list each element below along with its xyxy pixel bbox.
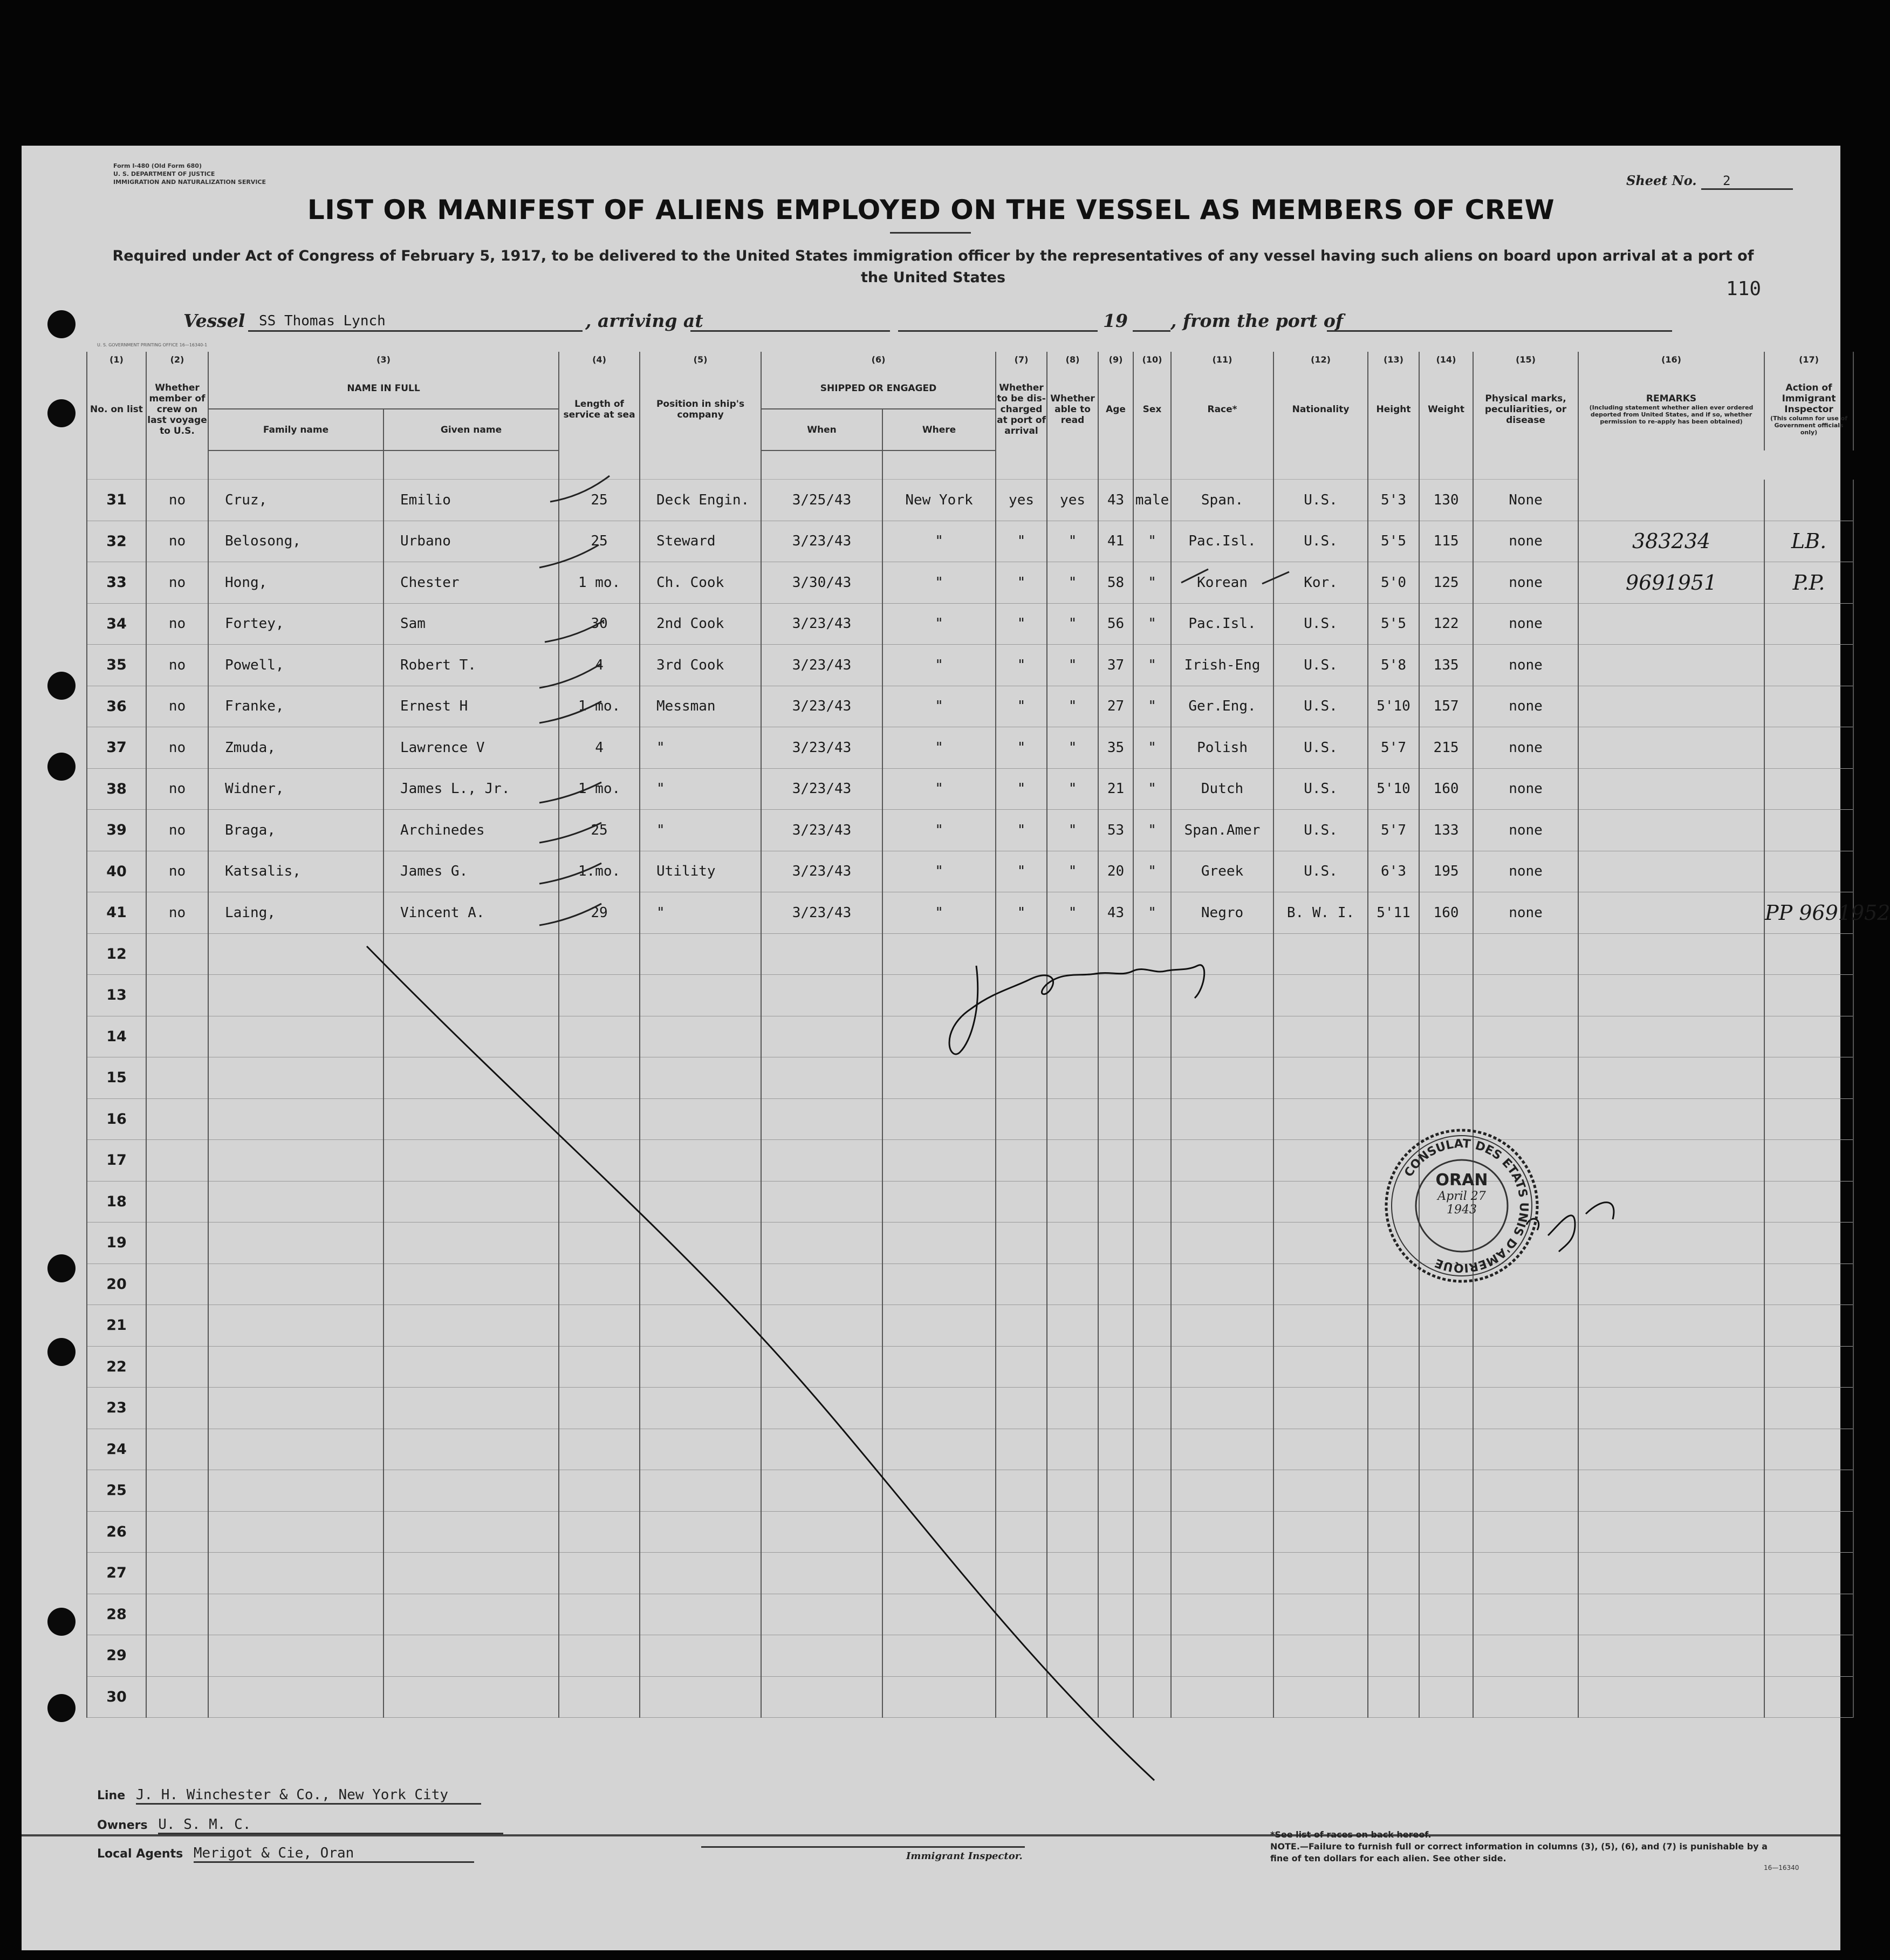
cell-where: " [882, 768, 996, 810]
header-family-name: Family name [208, 409, 384, 450]
sheet-number-label: Sheet No. [1626, 173, 1697, 188]
cell-discharged: yes [996, 480, 1047, 521]
cell-age: 56 [1098, 603, 1133, 645]
department: U. S. DEPARTMENT OF JUSTICE [113, 170, 215, 177]
cell-given: Archinedes [384, 810, 559, 851]
cell-position: 3rd Cook [640, 645, 761, 686]
col-number: (10) [1133, 352, 1171, 368]
cell-weight: 160 [1419, 892, 1473, 934]
header-position: Position in ship's company [640, 368, 761, 450]
cell-member: no [146, 645, 208, 686]
cell-race: Irish-Eng [1171, 645, 1273, 686]
cell-weight: 215 [1419, 727, 1473, 769]
cell-read: " [1047, 851, 1098, 892]
cell-no: 35 [87, 645, 146, 686]
line-number: 15 [87, 1057, 146, 1099]
races-note: *See list of races on back hereof. [1270, 1829, 1432, 1840]
cell-weight: 133 [1419, 810, 1473, 851]
cell-sex: " [1133, 521, 1171, 562]
cell-family: Braga, [208, 810, 384, 851]
cell-read: " [1047, 521, 1098, 562]
line-number: 30 [87, 1676, 146, 1718]
form-number: Form I-480 (Old Form 680) [113, 162, 202, 169]
header-weight: Weight [1419, 368, 1473, 450]
header-where: Where [882, 409, 996, 450]
cell-when: 3/30/43 [761, 562, 882, 604]
cell-service: 1 mo. [559, 768, 640, 810]
header-shipped-engaged: SHIPPED OR ENGAGED [761, 368, 996, 409]
cell-age: 20 [1098, 851, 1133, 892]
cell-where: New York [882, 480, 996, 521]
cell-given: Chester [384, 562, 559, 604]
cell-age: 41 [1098, 521, 1133, 562]
cell-when: 3/23/43 [761, 603, 882, 645]
cell-where: " [882, 562, 996, 604]
col-number: (6) [761, 352, 996, 368]
cell-physical: none [1473, 686, 1578, 727]
agents-label: Local Agents [97, 1847, 183, 1861]
cell-read: " [1047, 810, 1098, 851]
cell-given: Sam [384, 603, 559, 645]
header-nationality: Nationality [1273, 368, 1368, 450]
cell-family: Hong, [208, 562, 384, 604]
cell-position: " [640, 727, 761, 769]
cell-given: Ernest H [384, 686, 559, 727]
cell-nationality: U.S. [1273, 768, 1368, 810]
cell-member: no [146, 686, 208, 727]
cell-sex: " [1133, 562, 1171, 604]
cell-weight: 122 [1419, 603, 1473, 645]
col-number: (7) [996, 352, 1047, 368]
header-sex: Sex [1133, 368, 1171, 450]
cell-race: Span. [1171, 480, 1273, 521]
pen-marks [22, 146, 1840, 1950]
cell-position: " [640, 768, 761, 810]
cell-height: 5'7 [1368, 810, 1419, 851]
cell-physical: None [1473, 480, 1578, 521]
cell-height: 5'7 [1368, 727, 1419, 769]
cell-discharged: " [996, 810, 1047, 851]
cell-where: " [882, 810, 996, 851]
cell-when: 3/23/43 [761, 810, 882, 851]
cell-no: 40 [87, 851, 146, 892]
cell-member: no [146, 603, 208, 645]
header-age: Age [1098, 368, 1133, 450]
cell-when: 3/23/43 [761, 521, 882, 562]
cell-member: no [146, 892, 208, 934]
cell-nationality: U.S. [1273, 480, 1368, 521]
cell-physical: none [1473, 727, 1578, 769]
printing-office-line: U. S. GOVERNMENT PRINTING OFFICE 16—16340-1 [97, 343, 208, 347]
cell-height: 5'0 [1368, 562, 1419, 604]
agents-field [97, 1845, 474, 1863]
header-able-read: Whether able to read [1047, 368, 1098, 450]
header-member-last-voyage: Whether member of crew on last voyage to U.S. [146, 368, 208, 450]
cell-when: 3/23/43 [761, 851, 882, 892]
cell-remarks: 9691951 [1578, 562, 1764, 604]
line-field [97, 1787, 481, 1805]
header-race: Race* [1171, 368, 1273, 450]
arriving-label: , arriving at [585, 310, 703, 331]
header-action-title: Action of Immigrant Inspector [1782, 383, 1836, 415]
cell-when: 3/23/43 [761, 892, 882, 934]
cell-height: 5'11 [1368, 892, 1419, 934]
cell-no: 32 [87, 521, 146, 562]
cell-race: Pac.Isl. [1171, 521, 1273, 562]
cell-read: " [1047, 768, 1098, 810]
cell-race: Polish [1171, 727, 1273, 769]
cell-where: " [882, 521, 996, 562]
cell-weight: 195 [1419, 851, 1473, 892]
cell-remarks: 383234 [1578, 521, 1764, 562]
cell-given: Robert T. [384, 645, 559, 686]
cell-discharged: " [996, 562, 1047, 604]
cell-physical: none [1473, 851, 1578, 892]
cell-no: 38 [87, 768, 146, 810]
line-number: 20 [87, 1264, 146, 1305]
signature [949, 965, 1204, 1054]
stamp-city: ORAN [1435, 1171, 1488, 1190]
line-number: 29 [87, 1635, 146, 1677]
cell-family: Laing, [208, 892, 384, 934]
col-number: (14) [1419, 352, 1473, 368]
cell-family: Powell, [208, 645, 384, 686]
stamp-ring-text: CONSULAT DES ETATS UNIS D'AMERIQUE [1402, 1137, 1531, 1275]
inspector-signature-line [701, 1846, 1025, 1848]
cell-given: Urbano [384, 521, 559, 562]
cell-read: " [1047, 686, 1098, 727]
page-number: 110 [1726, 278, 1762, 300]
cell-read: " [1047, 892, 1098, 934]
line-number: 27 [87, 1553, 146, 1594]
cell-discharged: " [996, 768, 1047, 810]
cell-race: Pac.Isl. [1171, 603, 1273, 645]
line-number: 17 [87, 1140, 146, 1182]
cell-weight: 160 [1419, 768, 1473, 810]
year-label: 19 [1103, 310, 1128, 331]
cell-service: 4 [559, 645, 640, 686]
cell-read: " [1047, 603, 1098, 645]
cell-height: 5'8 [1368, 645, 1419, 686]
cell-when: 3/23/43 [761, 727, 882, 769]
cell-when: 3/23/43 [761, 768, 882, 810]
cell-member: no [146, 480, 208, 521]
cell-physical: none [1473, 521, 1578, 562]
cell-where: " [882, 892, 996, 934]
cell-no: 41 [87, 892, 146, 934]
cell-nationality: B. W. I. [1273, 892, 1368, 934]
footnotes [1270, 1829, 1788, 1865]
cell-family: Cruz, [208, 480, 384, 521]
header-action-note: (This column for use of Government officials only) [1770, 415, 1847, 436]
owners-label: Owners [97, 1819, 148, 1832]
cell-given: Vincent A. [384, 892, 559, 934]
line-number: 24 [87, 1429, 146, 1470]
cell-nationality: Kor. [1273, 562, 1368, 604]
cell-family: Katsalis, [208, 851, 384, 892]
cell-service: 25 [559, 810, 640, 851]
col-number: (17) [1764, 352, 1853, 368]
line-number: 14 [87, 1016, 146, 1057]
cell-sex: " [1133, 727, 1171, 769]
cell-sex: " [1133, 810, 1171, 851]
cell-member: no [146, 851, 208, 892]
cell-discharged: " [996, 645, 1047, 686]
cell-nationality: U.S. [1273, 521, 1368, 562]
cell-service: 1 mo. [559, 562, 640, 604]
cell-height: 5'5 [1368, 603, 1419, 645]
owners-field [97, 1816, 503, 1834]
header-discharged: Whether to be dis-charged at port of arrival [996, 368, 1047, 450]
cell-physical: none [1473, 768, 1578, 810]
cell-race: Korean [1171, 562, 1273, 604]
cell-service: 25 [559, 480, 640, 521]
header-physical-marks: Physical marks, peculiarities, or disease [1473, 368, 1578, 450]
cell-where: " [882, 645, 996, 686]
cell-position: Steward [640, 521, 761, 562]
header-given-name: Given name [384, 409, 559, 450]
vessel-label: Vessel [183, 310, 245, 331]
cell-no: 33 [87, 562, 146, 604]
inspector-label: Immigrant Inspector. [906, 1850, 1023, 1862]
cell-sex: " [1133, 768, 1171, 810]
cell-no: 34 [87, 603, 146, 645]
cell-discharged: " [996, 521, 1047, 562]
cell-member: no [146, 768, 208, 810]
cell-sex: " [1133, 645, 1171, 686]
cell-read: " [1047, 562, 1098, 604]
cell-when: 3/23/43 [761, 645, 882, 686]
cell-weight: 125 [1419, 562, 1473, 604]
cell-physical: none [1473, 810, 1578, 851]
cell-nationality: U.S. [1273, 727, 1368, 769]
cell-service: 25 [559, 521, 640, 562]
cell-where: " [882, 603, 996, 645]
cell-position: Ch. Cook [640, 562, 761, 604]
cell-sex: " [1133, 851, 1171, 892]
cell-position: " [640, 892, 761, 934]
cell-service: 4 [559, 727, 640, 769]
col-number: (16) [1578, 352, 1764, 368]
line-number: 26 [87, 1511, 146, 1553]
line-number: 18 [87, 1181, 146, 1223]
print-code: 16—16340 [1764, 1864, 1799, 1872]
cell-sex: " [1133, 686, 1171, 727]
cell-race: Negro [1171, 892, 1273, 934]
page-title: LIST OR MANIFEST OF ALIENS EMPLOYED ON THE VESSEL AS MEMBERS OF CREW [307, 194, 1555, 226]
line-number: 28 [87, 1594, 146, 1635]
cell-no: 37 [87, 727, 146, 769]
cell-discharged: " [996, 686, 1047, 727]
cell-sex: male [1133, 480, 1171, 521]
cell-physical: none [1473, 645, 1578, 686]
cell-discharged: " [996, 727, 1047, 769]
col-number: (1) [87, 352, 146, 368]
cell-member: no [146, 521, 208, 562]
header-length-service: Length of service at sea [559, 368, 640, 450]
cell-member: no [146, 727, 208, 769]
col-number: (12) [1273, 352, 1368, 368]
cell-member: no [146, 562, 208, 604]
cell-discharged: " [996, 603, 1047, 645]
cell-position: 2nd Cook [640, 603, 761, 645]
line-number: 21 [87, 1305, 146, 1347]
sheet-number-value: 2 [1701, 173, 1793, 190]
cell-sex: " [1133, 603, 1171, 645]
page-subtitle: Required under Act of Congress of February 5, 1917, to be delivered to the United States immigration officer by the representatives of any vessel having such aliens on board upon arrival at a port of the United States [112, 248, 1754, 286]
header-height: Height [1368, 368, 1419, 450]
cell-physical: none [1473, 892, 1578, 934]
cell-age: 27 [1098, 686, 1133, 727]
cell-family: Franke, [208, 686, 384, 727]
cell-given: Emilio [384, 480, 559, 521]
cell-given: James L., Jr. [384, 768, 559, 810]
cell-where: " [882, 851, 996, 892]
line-number: 19 [87, 1223, 146, 1264]
cell-when: 3/25/43 [761, 480, 882, 521]
cell-discharged: " [996, 851, 1047, 892]
cell-given: Lawrence V [384, 727, 559, 769]
header-when: When [761, 409, 882, 450]
header-remarks-title: REMARKS [1646, 393, 1697, 404]
cell-no: 31 [87, 480, 146, 521]
cell-position: Utility [640, 851, 761, 892]
cell-service: 30 [559, 603, 640, 645]
col-number: (15) [1473, 352, 1578, 368]
from-port-label: , from the port of [1170, 310, 1344, 331]
cell-nationality: U.S. [1273, 686, 1368, 727]
cell-position: " [640, 810, 761, 851]
cell-position: Deck Engin. [640, 480, 761, 521]
cell-age: 35 [1098, 727, 1133, 769]
agents-value: Merigot & Cie, Oran [194, 1845, 474, 1863]
header-remarks-note: (Including statement whether alien ever ordered deported from United States, and if so, whether permission to re-apply has been obtained) [1589, 404, 1754, 425]
cell-weight: 130 [1419, 480, 1473, 521]
diagonal-cancel-line [367, 946, 1154, 1780]
cell-action: P.P. [1764, 562, 1853, 604]
col-number: (11) [1171, 352, 1273, 368]
cell-weight: 157 [1419, 686, 1473, 727]
line-number: 13 [87, 975, 146, 1016]
cell-race: Dutch [1171, 768, 1273, 810]
cell-age: 58 [1098, 562, 1133, 604]
col-number: (4) [559, 352, 640, 368]
cell-age: 21 [1098, 768, 1133, 810]
cell-weight: 135 [1419, 645, 1473, 686]
cell-family: Zmuda, [208, 727, 384, 769]
cell-age: 43 [1098, 480, 1133, 521]
cell-read: " [1047, 727, 1098, 769]
cell-action: LB. [1764, 521, 1853, 562]
line-value: J. H. Winchester & Co., New York City [136, 1787, 481, 1805]
col-number: (9) [1098, 352, 1133, 368]
col-number: (2) [146, 352, 208, 368]
line-number: 12 [87, 933, 146, 975]
cell-service: 1 mo. [559, 686, 640, 727]
cell-no: 39 [87, 810, 146, 851]
header-no-on-list: No. on list [87, 368, 146, 450]
cell-family: Belosong, [208, 521, 384, 562]
stamp-date: April 27 1943 [1437, 1190, 1486, 1217]
penalty-note: NOTE.—Failure to furnish full or correct information in columns (3), (5), (6), and (7) is punishable by a fine of ten dollars for each alien. See other side. [1270, 1841, 1768, 1863]
cell-given: James G. [384, 851, 559, 892]
stamp-center [1421, 1171, 1502, 1217]
cell-race: Ger.Eng. [1171, 686, 1273, 727]
manifest-sheet [22, 146, 1890, 1950]
cell-family: Fortey, [208, 603, 384, 645]
col-number: (8) [1047, 352, 1098, 368]
col-number: (3) [208, 352, 559, 368]
line-number: 22 [87, 1346, 146, 1388]
cell-nationality: U.S. [1273, 603, 1368, 645]
cell-where: " [882, 727, 996, 769]
cell-member: no [146, 810, 208, 851]
cell-service: 29 [559, 892, 640, 934]
cell-position: Messman [640, 686, 761, 727]
cell-when: 3/23/43 [761, 686, 882, 727]
cell-physical: none [1473, 562, 1578, 604]
cell-service: 1.mo. [559, 851, 640, 892]
service: IMMIGRATION AND NATURALIZATION SERVICE [113, 179, 266, 186]
owners-value: U. S. M. C. [158, 1816, 503, 1834]
line-number: 25 [87, 1470, 146, 1512]
cell-race: Greek [1171, 851, 1273, 892]
cell-where: " [882, 686, 996, 727]
header-name-in-full: NAME IN FULL [208, 368, 559, 409]
cell-age: 43 [1098, 892, 1133, 934]
checkmarks [539, 476, 1289, 925]
cell-discharged: " [996, 892, 1047, 934]
cell-height: 5'10 [1368, 686, 1419, 727]
cell-physical: none [1473, 603, 1578, 645]
line-label: Line [97, 1789, 126, 1802]
cell-height: 6'3 [1368, 851, 1419, 892]
cell-read: yes [1047, 480, 1098, 521]
line-number: 23 [87, 1388, 146, 1429]
line-number: 16 [87, 1098, 146, 1140]
cell-height: 5'3 [1368, 480, 1419, 521]
cell-no: 36 [87, 686, 146, 727]
cell-height: 5'10 [1368, 768, 1419, 810]
cell-action: PP 9691952 [1764, 892, 1853, 934]
cell-read: " [1047, 645, 1098, 686]
col-number: (5) [640, 352, 761, 368]
cell-age: 53 [1098, 810, 1133, 851]
cell-nationality: U.S. [1273, 645, 1368, 686]
cell-nationality: U.S. [1273, 851, 1368, 892]
cell-sex: " [1133, 892, 1171, 934]
cell-age: 37 [1098, 645, 1133, 686]
cell-height: 5'5 [1368, 521, 1419, 562]
cell-family: Widner, [208, 768, 384, 810]
col-number: (13) [1368, 352, 1419, 368]
cell-race: Span.Amer [1171, 810, 1273, 851]
cell-nationality: U.S. [1273, 810, 1368, 851]
cell-weight: 115 [1419, 521, 1473, 562]
vessel-name: SS Thomas Lynch [259, 313, 386, 329]
